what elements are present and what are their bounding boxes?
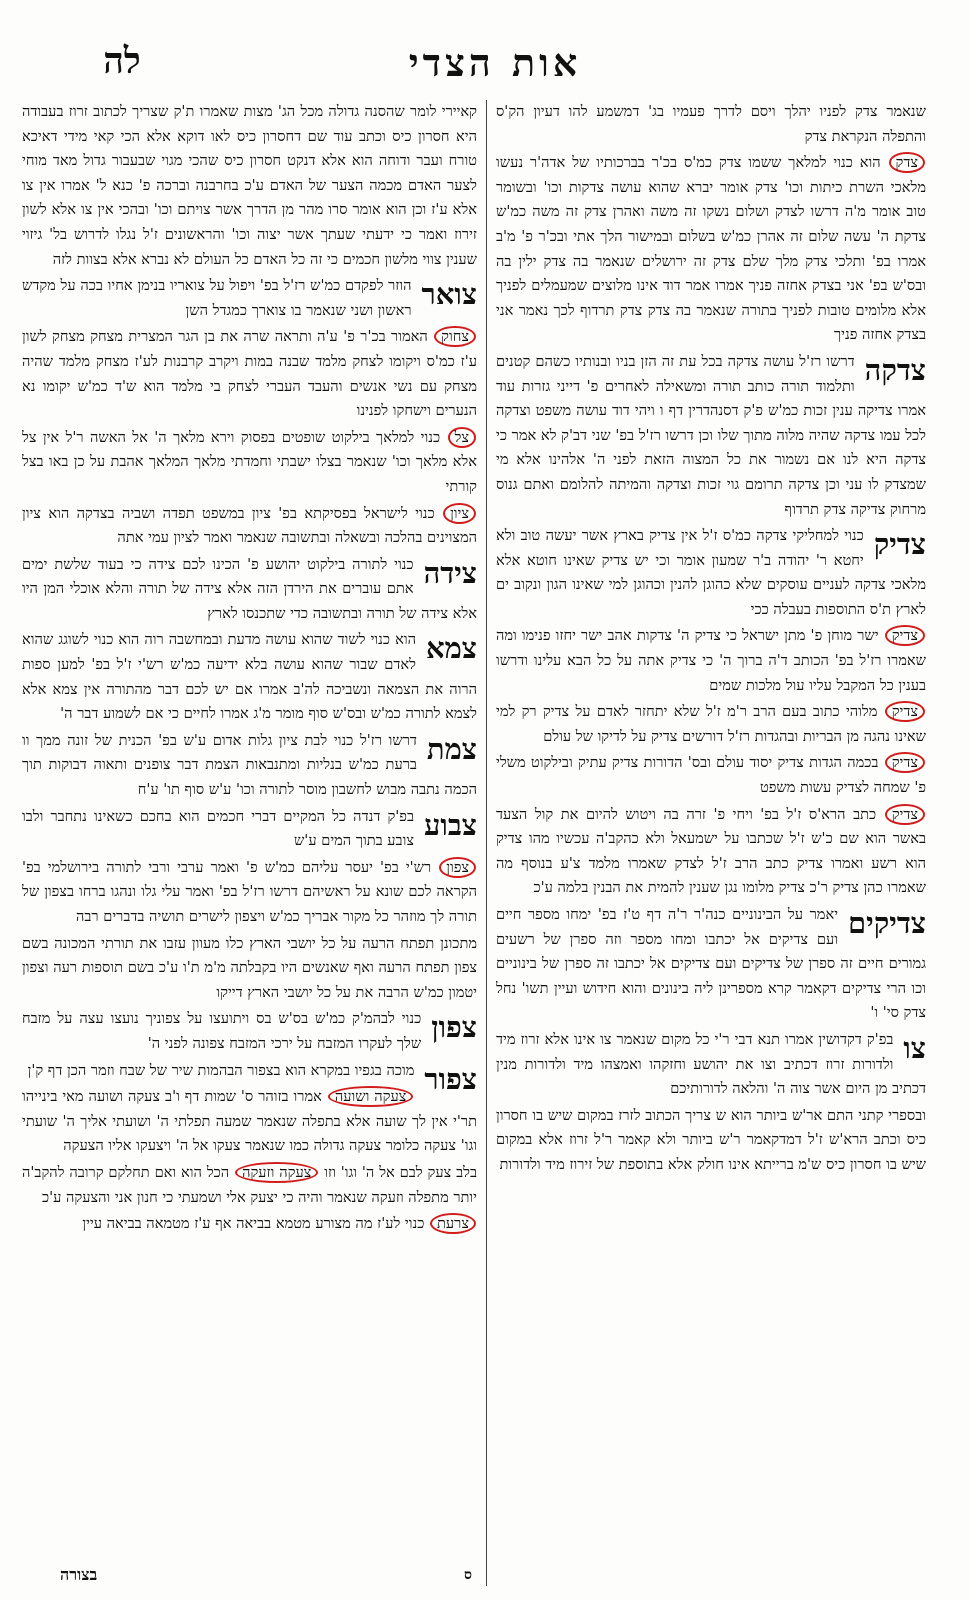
circled-term: צל bbox=[448, 427, 476, 448]
circled-term: צחוק bbox=[434, 326, 476, 347]
dictionary-entry bbox=[496, 700, 926, 749]
dictionary-entry bbox=[22, 1085, 477, 1159]
circled-term: צרעת bbox=[430, 1213, 476, 1234]
dictionary-entry bbox=[22, 628, 477, 726]
page-header-title: אות הצדי bbox=[408, 40, 582, 85]
left-column bbox=[22, 100, 477, 1586]
entry-headword: צפון bbox=[431, 1010, 477, 1045]
dictionary-entry bbox=[496, 903, 926, 1026]
entry-text: שנאמר צדק לפניו יהלך ויסם לדרך פעמיו בג' דמשמע להו דעיון הק'ס והתפלה הנקראת צדק bbox=[496, 103, 926, 145]
dictionary-entry bbox=[496, 803, 926, 901]
entry-text: ובספרי קתני התם אר'ש ביותר הוא ש צריך הכתוב לזרז במקום שיש בו חסרון כיס וכתב הרא'ש ז'ל דמדקאמר ר'ש ביותר ולא קאמר ר'ל זרוז אלא במקום שיש בו חסרון כיס ש'מ ברייתא אינו חולק אלא בתוספת של זירוז מיד ולדורות bbox=[496, 1106, 926, 1173]
entry-text: הכל הוא ואם תחלקם קרובה להקב'ה יותר מתפלה וזעקה שנאמר והיה כי יצעק אלי ושמעתי כי חנון אני והצעקה ע'כ bbox=[22, 1163, 477, 1206]
entry-headword: צו bbox=[903, 1030, 926, 1065]
circled-term: צעקה ושועה bbox=[328, 1086, 414, 1107]
entry-text: דרשו רז'ל עושה צדקה בכל עת זה הזן בניו ובנותיו כשהם קטנים ותלמוד תורה כותב תורה ומשאילה לאחרים פ' דייני גזרות עוד אמרו צדיקה ענין זכות כמ'ש פ'ק דסנהדרין דף ו ויהי דוד עושה משפט וצדקה לכל עמו צדקה שהיה מלוה מתוך שלו וכן דרשו רז'ל בפ' שני דב'ק לא אמר כי צדקה היא לנו אם נשמור את כל המצוה הזאת לפני ה' אלהינו אלא מי שמצדק לו עני וכן צדקה תרומם גוי זכות וצדקה והמיתה להלומם ואתם גנוס מרחוק צדיקה צדק תרדוף bbox=[496, 352, 926, 518]
entry-headword: צמא bbox=[425, 631, 477, 666]
circled-term: צפון bbox=[439, 857, 476, 878]
dictionary-entry bbox=[22, 856, 477, 930]
signature-mark: ס bbox=[464, 1567, 472, 1583]
entry-headword: צואר bbox=[421, 277, 477, 312]
entry-text: בלב צעק לבם אל ה' וגו' וזו bbox=[324, 1163, 477, 1181]
dictionary-entry bbox=[22, 1161, 477, 1210]
page-number: לה bbox=[103, 40, 141, 82]
entry-text: רש'י בפ' יעסר עליהם כמ'ש פ' ואמר ערבי ורבי לתורה בירושלמי בפ' הקראה לכם שונא על ראשיהם דרשו רז'ל בפ' ואמר עלי גלו ונהגו ברחו בצפון של תורה לך מוזהר כל מקור אבריך כמ'ש ויצפון לישרים תושיה בדברים רבה bbox=[22, 858, 477, 925]
dictionary-entry bbox=[22, 426, 477, 500]
entry-text: הוא כנוי לשוד שהוא עושה מדעת ובמחשבה רוה הוא כנוי לשוגג שהוא לאדם שבור שהוא עושה בלא ידיעה כמ'ש רש'י ז'ל בפ' למען ספות הרוה את הצמאה ונשביכה לה'ב אמרו אם יש לכם דבר מהתורה אין צמא אלא לצמא לתורה כמ'ש ובס'ש סוף מומר מ'ג אמרו לחיים כי אם לשמוע דבר ה' bbox=[22, 631, 477, 723]
circled-term: צדיק bbox=[885, 625, 925, 646]
entry-text: מוכה בגפיו במקרא הוא בצפור הבהמות שיר של שבח וזמר הכן דף ק'ן bbox=[27, 1061, 415, 1079]
dictionary-entry bbox=[22, 553, 477, 627]
entry-text: קאיירי לומר שהסנה גדולה מכל הג' מצות שאמרו ת'ק שצריך לכתוב זרוז בעבודה היא חסרון כיס וכתב עוד שם דחסרון כיס לאו דוקא אלא הכי קאי מידי דאיכא טורח ועבר ודוחה הוא אלא דנקט חסרון כיס שהכי מגוי שבעבור גדול מאד מוחי לצער האדם מכמה הצער של האדם ע'כ בחרבנה וברכה פ' כנא ל' אמרו אין צו אלא ע'ז וכן הוא אומר סרו מהר מן הדרך אשר צויתם וכו' ובהכי אין צו אלא לשון זירוז ואמר כי ידעתי שעתך אשר יצוה וכו' והראשונים ז'ל נגלו לדרוש בל' גיזוי שענין צווי מלשון חכמים כי זה כל האדם כל העולם לא נברא אלא בצוות לזה bbox=[22, 103, 477, 268]
entry-text: כנוי לבהמ'ק כמ'ש בס'ש בס ויתועצו על צפוניך נועצו עצה על מזבח שלך לעקרו המזבח על ירכי המזבח צפונה לפני ה' bbox=[22, 1010, 422, 1052]
circled-term: צדיק bbox=[885, 804, 925, 825]
entry-text: כתב הרא'ס ז'ל בפ' ויחי פ' זרה בה ויטוש להיום את קול הצעד באשר הוא שם כ'ש ז'ל שכתבו על ישמעאל ולא כהקב'ה עכשיו מהו צדיק הוא רשע ואמרו צדיק כתב הרב ז'ל לצדק שאמרו מלמד צ'ע בנוסף מה שאמרו כהן צדיק ר'כ צדיק מלומו נגן שענין להמית את הבנין בלמה ע'כ bbox=[496, 805, 926, 897]
column-divider bbox=[486, 100, 487, 1586]
circled-term: צעקה וזעקה bbox=[235, 1162, 318, 1183]
circled-term: צדיק bbox=[885, 752, 925, 773]
catchword: בצורה bbox=[60, 1565, 98, 1584]
entry-headword: צדיקים bbox=[848, 906, 926, 940]
entry-text: מתכונן תפתח הרעה על כל יושבי הארץ כלו מעוון עזבו את תורתי המכונה בשם צפון תפתח הרעה ואף שאנשים היו בקבלתה מ'מ ת'ו ע'כ בשם תוספות רעה וצפון יטמון כמ'ש הרבה את על כל יושבי הארץ דייקו bbox=[22, 934, 477, 1001]
dictionary-entry bbox=[22, 502, 477, 551]
right-column bbox=[496, 100, 926, 1586]
dictionary-entry bbox=[22, 274, 477, 323]
entry-text: כנוי לישראל בפסיקתא בפ' ציון במשפט תפדה ושביה בצדקה הוא ציון המצוינים בהלכה ובשאלה ובתשובה שנאמר ואמר לציון עמי אתה bbox=[22, 504, 477, 547]
circled-term: צדק bbox=[889, 152, 925, 173]
entry-text: ישר מוחן פ' מתן ישראל כי צדיק ה' צדקות אהב ישר יחזו פנימו ומה שאמרו רז'ל בפ' הכותב ד'ה ברוך ה' כי צדיק אתה על כל הבא עלינו ודרשו בענין כל המקבל עליו עול מלכות שמים bbox=[496, 627, 926, 694]
dictionary-entry bbox=[496, 151, 926, 348]
dictionary-entry bbox=[496, 100, 926, 149]
entry-text: בפ'ק דקדושין אמרו תנא דבי ר'י כל מקום שנאמר צו אינו אלא זרוז מיד ולדורות זרוז דכתיב וצו את יהושע וחזקהו ואמצהו מיד ולדורות מנין דכתיב מן היום אשר צוה ה' והלאה לדורותיכם bbox=[496, 1030, 926, 1098]
dictionary-entry bbox=[22, 1212, 477, 1237]
entry-text: דרשו רז'ל כנוי לבת ציון גלות אדום ע'ש בפ' הכנית של זונה ממך וו ברעת כמ'ש בנליות ומתנבאות הצמת דבר צופנים ותאוה דבוקות תוך הכמה נתבה מבוש לחשבון מוסר לתורה וכו' ע'ש סוף תו' ע'ח bbox=[22, 731, 477, 799]
dictionary-entry bbox=[22, 325, 477, 423]
dictionary-entry bbox=[496, 624, 926, 698]
entry-text: הוזר לפקדם כמ'ש רז'ל בפ' ויפול על צואריו בנימן אחיו בכה על מקדש ראשון ושני שנאמר בו צוארך כמגדל השן bbox=[22, 277, 412, 319]
entry-text: כנוי למלאך בילקוט שופטים בפסוק וירא מלאך ה' אל האשה ר'ל אין צל אלא מלאך וכו' שנאמר בצלו ישבתי וחמדתי מלאך המלאך אהבת על כן באו בצל קורתי bbox=[22, 428, 477, 495]
entry-text: כנוי לתורה בילקוט יהושע פ' הכינו לכם צידה כי בעוד שלשת ימים אתם עוברים את הירדן הזה אלא צידה של תורה והלא אוכלי המן היו אלא צידה של תורה ובתשובה כדי שתכנסו לארץ bbox=[22, 555, 477, 622]
circled-term: צדיק bbox=[885, 701, 925, 722]
entry-text: אמרו בזוהר ס' שמות דף ו'ב צעקה ושועה מאי בינייהו תר'י אין לך שועה אלא בתפלה שנאמר שמעה תפלתי ה' ושועתי אליך ה' שועתי וגו' צעקה כלומר צעקה גדולה כמו שנאמר צעקו אל ה' ויצעקו אליו הצעקה bbox=[22, 1088, 477, 1155]
entry-headword: צפור bbox=[424, 1061, 477, 1096]
dictionary-entry bbox=[496, 751, 926, 800]
entry-headword: צדיק bbox=[873, 527, 926, 562]
dictionary-entry bbox=[496, 1028, 926, 1102]
circled-term: ציון bbox=[443, 503, 476, 524]
entry-text: מלוהי כתוב בעם הרב ר'מ ז'ל שלא יתחזר לאדם על צדיק רק למי שאינו נהגה מן הבריות ובהגדות רז'ל דורשים צדיק על לדיקו של עולם bbox=[496, 703, 926, 745]
dictionary-entry bbox=[496, 350, 926, 522]
entry-text: יאמר על הבינוניים כנה'ר ר'ה דף ט'ז בפ' ימחו מספר חיים ועם צדיקים אל יכתבו ומחו מספר וזה ספרן של רשעים גמורים חיים זה ספרן של צדיקים ועם צדיקים אל יכתבו זה ספרן של בינוניים וכו הרי צדיקים דקאמר קרא מספרינן ליה בינונים והוא חידוש ועיין תשו' נחל צדק סי' ו' bbox=[496, 906, 926, 1022]
dictionary-entry bbox=[22, 805, 477, 854]
entry-text: האמור בכ'ר פ' ע'ה ותראה שרה את בן הגר המצרית מצחק מצחק לשון ע'ז כמ'ס ויקומו לצחק מלמד שבנה במות ויקרב קרבנות לע'ז מצחק מלמד שהיה מצחק עם נשי אנשים והעבד העברי לצחק בי מלמד הוא ש'ד כמ'ש יקומו נא הנערים וישחקו לפנינו bbox=[22, 328, 477, 420]
entry-text: כנוי לע'ז מה מצורע מטמא בביאה אף ע'ז מטמאה בביאה עיין bbox=[82, 1215, 425, 1233]
entry-text: בפ'ק דנדה כל המקיים דברי חכמים הוא בחכם כשאינו נתחבר ולבו צובע בתוך המים ע'ש bbox=[22, 807, 414, 850]
dictionary-entry bbox=[22, 932, 477, 1006]
entry-text: כנוי למחליקי צדקה כמ'ס ז'ל אין צדיק בארץ אשר יעשה טוב ולא יחטא ר' יהודה ב'ר שמעון אומר וכי יש צדיק שאינו חוטא אלא מלאכי צדקה לעניים עוסקים שלא כהוגן להנין וכהוגן למי שאינו הגון ונקוב ים לארץ ת'ס התוספות בעבלה ככי bbox=[496, 527, 926, 618]
entry-headword: צבוע bbox=[423, 807, 477, 842]
dictionary-entry bbox=[22, 729, 477, 803]
dictionary-entry bbox=[22, 1059, 477, 1096]
dictionary-entry bbox=[496, 524, 926, 622]
entry-text: הוא כנוי למלאך ששמו צדק כמ'ס בכ'ר בברכותיו של אדה'ר נעשו מלאכי השרת כיתות וכו' צדק אומר יברא שהוא עושה צדקות וכו' ובשומר טוב אומר מ'ה דרשו לצדק ושלום נשקו זה משה ואהרן צדק זה משה כמ'ש צדקת ה' עשה שלום זה אהרן כמ'ש בשלום ובמישור הלך אתי ובכ'ר פ' מ'ב אמרו בפ' ותלכי צדק מלך שלם צדק זה ירושלים שנאמר בה צדק ילין בה ובס'ש בפ' אני בצדק אחזה פניך אמרו אמר דוד אינו מלוצים שמעמלים לפניך אלא מלומים טובות לפניך בתורה שנאמר בה צדק צדק תרדוף לכך נאמר אני בצדק אחזה פניך bbox=[496, 154, 926, 344]
dictionary-entry bbox=[22, 100, 477, 272]
entry-headword: צמת bbox=[426, 731, 477, 766]
dictionary-entry bbox=[496, 1104, 926, 1178]
entry-text: בכמה הגדות צדיק יסוד עולם ובס' הדורות צדיק עתיק ובילקוט משלי פ' שמחה לצדיק עשות משפט bbox=[496, 754, 926, 797]
entry-headword: צדקה bbox=[864, 352, 926, 387]
entry-headword: צידה bbox=[423, 555, 477, 590]
dictionary-entry bbox=[22, 1007, 477, 1056]
